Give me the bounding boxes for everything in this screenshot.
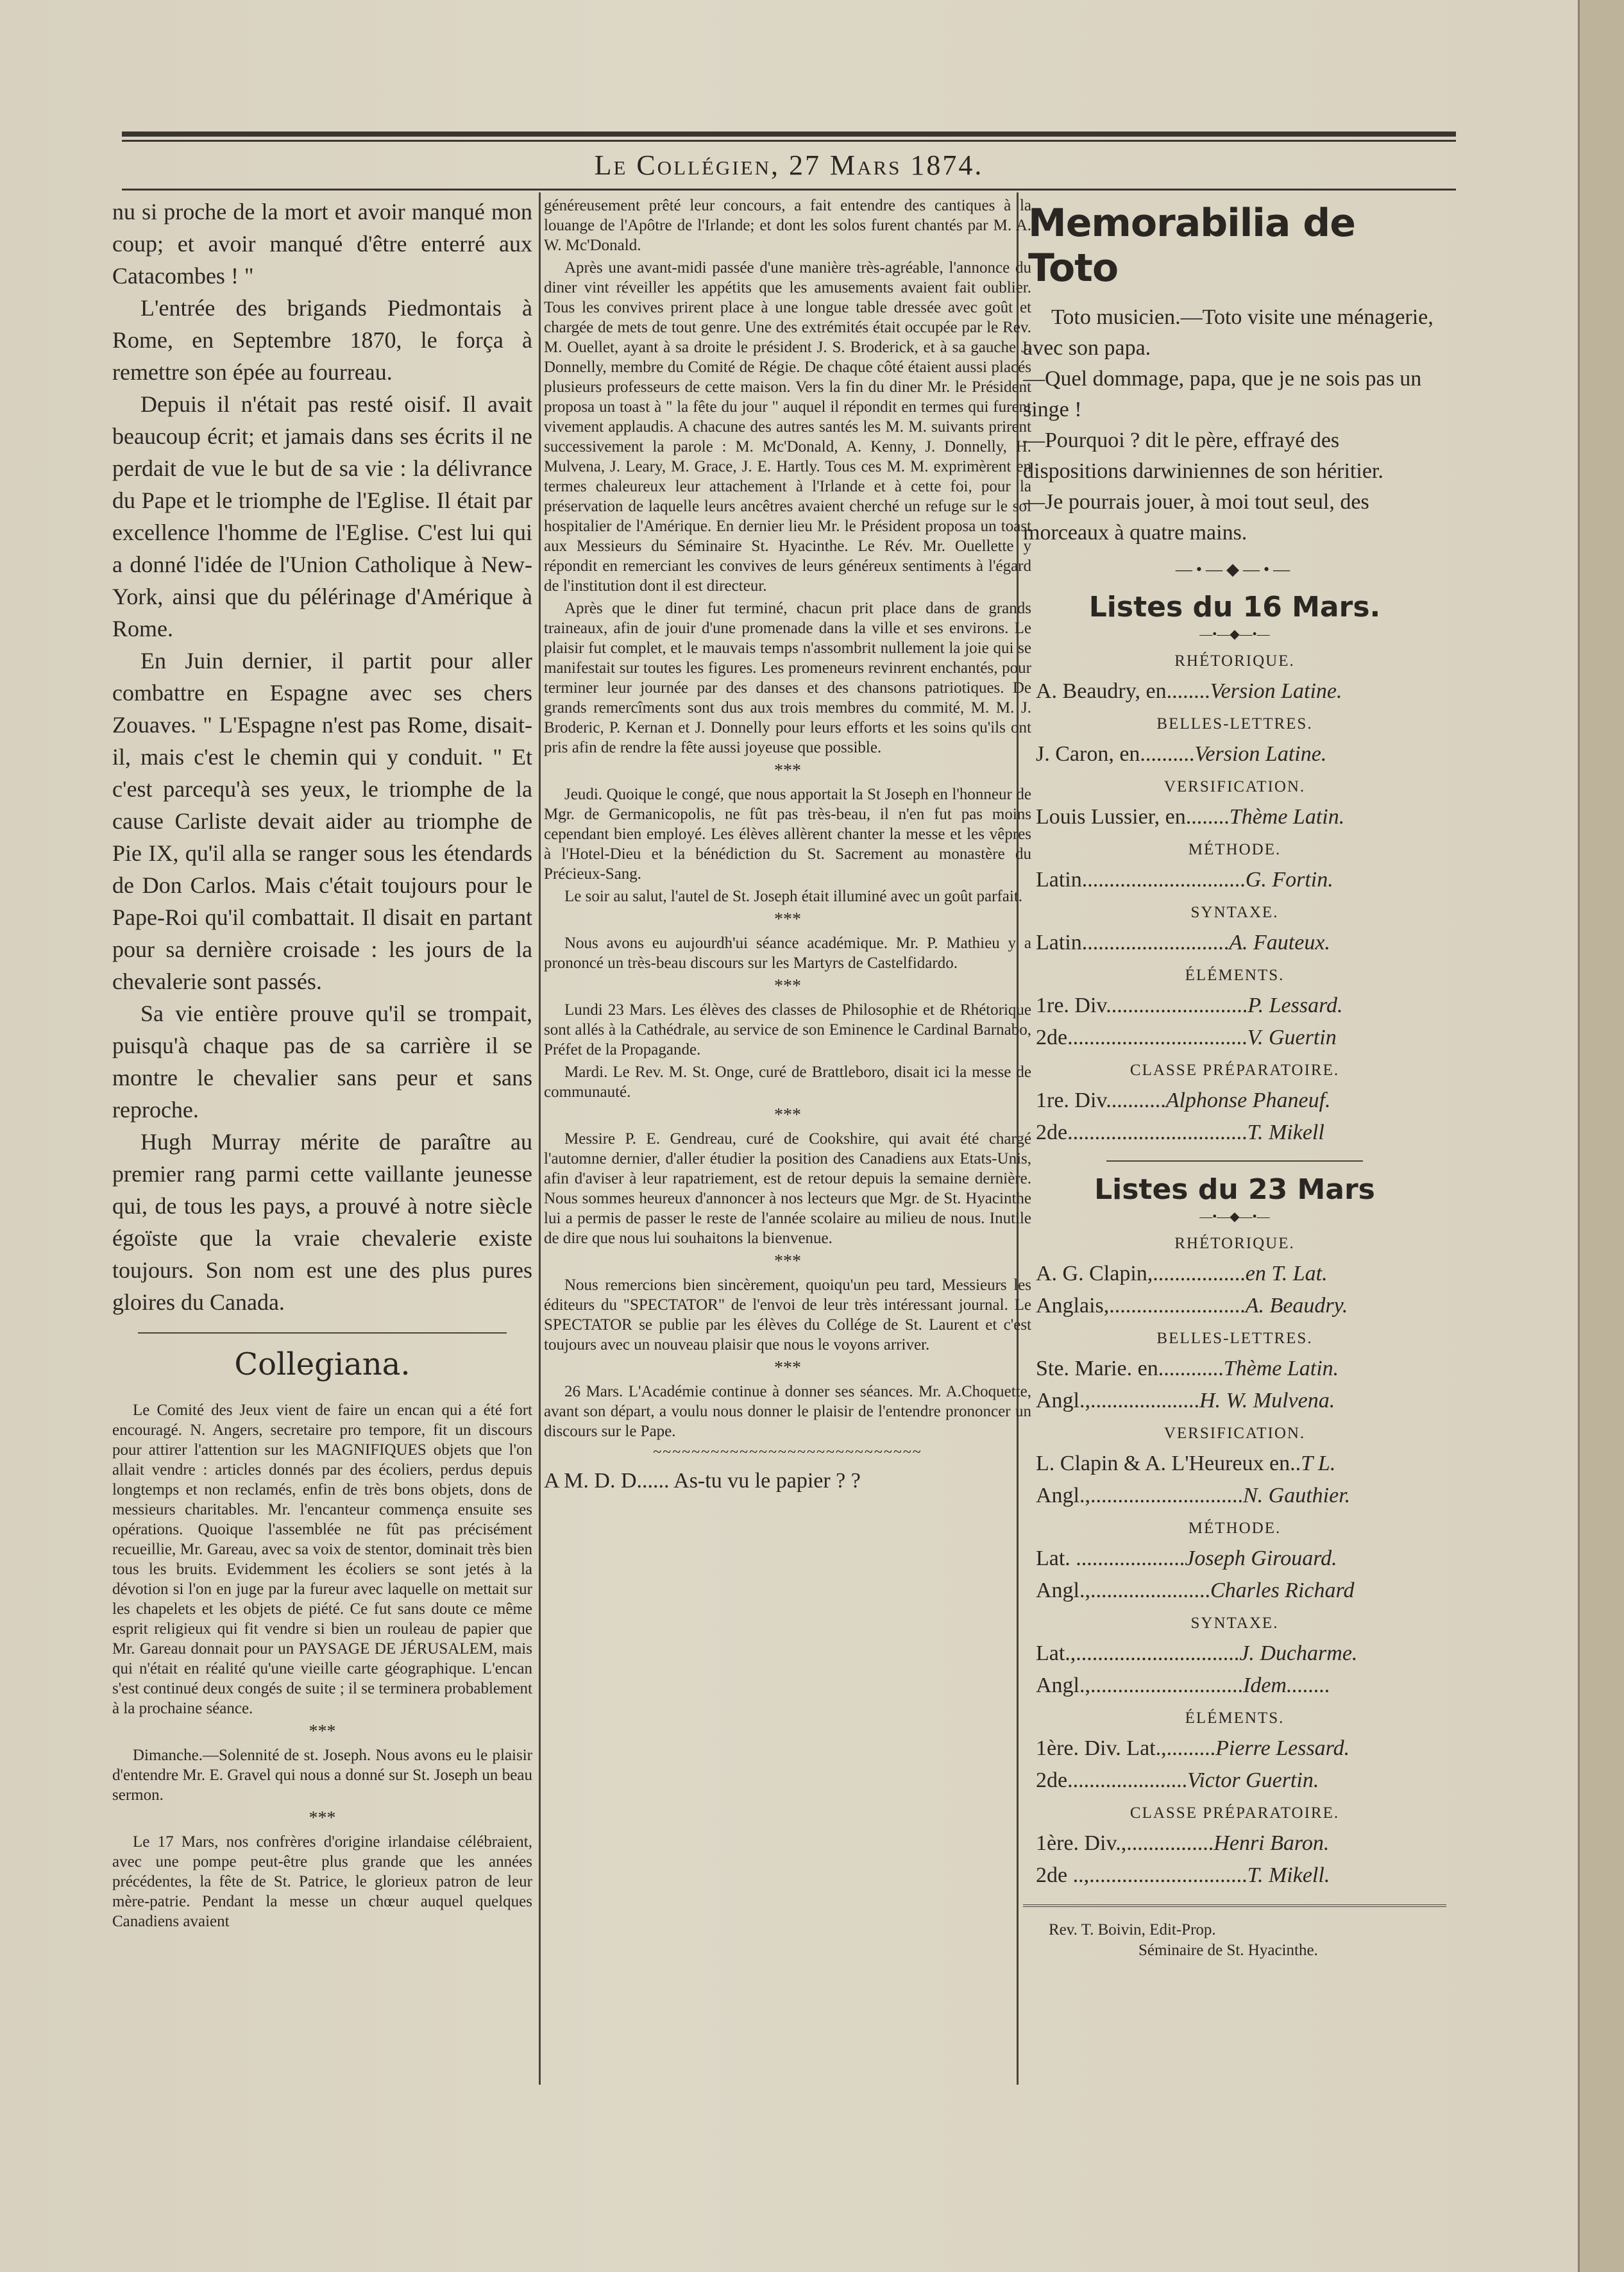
entry-value: N. Gauthier. — [1243, 1484, 1351, 1507]
entry-value: Alphonse Phaneuf. — [1165, 1089, 1331, 1112]
honor-entry — [1023, 1085, 1446, 1117]
stars-divider: *** — [774, 1105, 801, 1125]
masthead-rule-top — [122, 131, 1456, 137]
note: Le soir au salut, l'autel de St. Joseph était illuminé avec un goût parfait. — [564, 888, 1023, 905]
stars-divider: *** — [774, 976, 801, 996]
entry-label: 1ère. Div.,................ — [1036, 1831, 1214, 1855]
honor-entry — [1023, 1385, 1446, 1417]
collegiana-continued — [544, 196, 1031, 1441]
note: Nous remercions bien sincèrement, quoiqu'un peu tard, Messieurs les éditeurs du "SPECTATOR" de l'envoi de leur très intéressant journal. Le SPECTATOR se publie par les élèves du Collége de St. Laurent et c'est toujours avec un nouveau plaisir que nous le voyons arriver. — [544, 1276, 1031, 1353]
entry-label: Latin........................... — [1036, 931, 1230, 954]
class-heading: RHÉTORIQUE. — [1174, 652, 1295, 670]
class-heading: ÉLÉMENTS. — [1185, 1709, 1285, 1727]
entry-value: P. Lessard. — [1248, 994, 1343, 1017]
honor-entry — [1023, 1827, 1446, 1860]
page-edge — [1578, 0, 1624, 2272]
memorabilia-text — [1023, 302, 1446, 548]
entry-label: 2de................................. — [1036, 1026, 1248, 1049]
collegiana-notes — [112, 1400, 532, 1931]
credits — [1049, 1920, 1446, 1961]
stars-divider: *** — [774, 1251, 801, 1271]
note: Lundi 23 Mars. Les élèves des classes de Philosophie et de Rhétorique sont allés à la Cathédrale, au service de son Eminence le Cardinal Barnabo, Préfet de la Propagande. — [544, 1001, 1031, 1058]
entry-value: Idem........ — [1243, 1674, 1330, 1697]
section-divider — [1106, 1160, 1363, 1162]
stars-divider: *** — [774, 1358, 801, 1378]
entry-value: T. Mikell — [1247, 1121, 1324, 1144]
entry-value: T L. — [1301, 1452, 1336, 1475]
masthead-rule-top-thin — [122, 140, 1456, 142]
entry-label: 2de ..,............................. — [1036, 1863, 1248, 1887]
entry-value: H. W. Mulvena. — [1199, 1389, 1335, 1412]
entry-value: Version Latine. — [1210, 679, 1342, 703]
ornament-small: —•—◆—•— — [1199, 627, 1270, 641]
class-heading: VERSIFICATION. — [1163, 778, 1306, 795]
honor-entry — [1023, 1638, 1446, 1670]
paragraph: Sa vie entière prouve qu'il se trompait, puisqu'à chaque pas de sa carrière il se montre le chevalier sans peur et sans reproche. — [112, 1001, 532, 1123]
class-heading: MÉTHODE. — [1188, 841, 1281, 858]
entry-label: Lat.,.............................. — [1036, 1641, 1240, 1665]
entry-label: A. G. Clapin,................. — [1036, 1262, 1246, 1285]
collegiana-heading: Collegiana. — [234, 1346, 410, 1382]
entry-value: T. Mikell. — [1247, 1863, 1330, 1887]
honor-entry — [1023, 1733, 1446, 1765]
column-rule-1 — [539, 192, 541, 2085]
column-1 — [112, 196, 532, 2133]
ornament-divider: —•—◆—•— — [1175, 560, 1294, 579]
note: généreusement prêté leur concours, a fait entendre des cantiques à la louange de l'Apôtre de l'Irlande; et dont les solos furent chantés par M. A. W. Mc'Donald. — [544, 197, 1031, 254]
note: Le 17 Mars, nos confrères d'origine irlandaise célébraient, avec une pompe peut-être plus grande que les années précédentes, la fête de St. Patrice, le glorieux patron de leur mère-patrie. Pendant la messe un chœur auquel quelques Canadiens avaient — [112, 1833, 532, 1930]
class-heading: VERSIFICATION. — [1163, 1425, 1306, 1442]
class-heading: SYNTAXE. — [1190, 1615, 1279, 1632]
list-23 — [1023, 1235, 1446, 1892]
honor-entry — [1023, 1575, 1446, 1607]
entry-label: 1ère. Div. Lat.,......... — [1036, 1736, 1216, 1760]
entry-label: Angl.,.................... — [1036, 1389, 1199, 1412]
honor-entry — [1023, 1258, 1446, 1290]
stars-divider: *** — [774, 761, 801, 781]
entry-value: A. Fauteux. — [1229, 931, 1330, 954]
note: Mardi. Le Rev. M. St. Onge, curé de Brattleboro, disait ici la messe de communauté. — [544, 1064, 1031, 1101]
class-heading: CLASSE PRÉPARATOIRE. — [1129, 1062, 1340, 1079]
paragraph: Hugh Murray mérite de paraître au premier rang parmi cette vaillante jeunesse qui, de tous les pays, a prouvé à notre siècle égoïste que la vraie chevalerie existe toujours. Son nom est une des plus pures gloires du Canada. — [112, 1129, 532, 1315]
masthead-rule-bottom — [122, 189, 1456, 191]
honor-entry — [1023, 738, 1446, 770]
paragraph: L'entrée des brigands Piedmontais à Rome, en Septembre 1870, le força à remettre son épée au fourreau. — [112, 295, 532, 385]
honor-entry — [1023, 1290, 1446, 1322]
entry-value: J. Ducharme. — [1239, 1641, 1358, 1665]
entry-label: Angl.,............................ — [1036, 1484, 1243, 1507]
entry-label: Louis Lussier, en........ — [1036, 805, 1230, 829]
entry-value: Pierre Lessard. — [1215, 1736, 1350, 1760]
honor-entry — [1023, 1022, 1446, 1054]
entry-label: Angl.,...................... — [1036, 1579, 1210, 1602]
entry-value: Victor Guertin. — [1187, 1768, 1319, 1792]
honor-entry — [1023, 675, 1446, 708]
entry-value: Joseph Girouard. — [1185, 1547, 1337, 1570]
memo-line: Toto musicien.—Toto visite une ménagerie, avec son papa. — [1023, 305, 1434, 360]
honor-entry — [1023, 1860, 1446, 1892]
entry-label: J. Caron, en.......... — [1036, 742, 1195, 766]
entry-value: Thème Latin. — [1229, 805, 1345, 829]
paragraph: nu si proche de la mort et avoir manqué mon coup; et avoir manqué d'être enterré aux Catacombes ! " — [112, 199, 532, 289]
entry-value: A. Beaudry. — [1245, 1294, 1348, 1318]
honor-entry — [1023, 927, 1446, 959]
wavy-divider: ~~~~~~~~~~~~~~~~~~~~~~~~~~~~ — [653, 1444, 922, 1461]
closing-line: A M. D. D...... As-tu vu le papier ? ? — [544, 1469, 861, 1493]
entry-value: G. Fortin. — [1245, 868, 1333, 892]
note: Nous avons eu aujourdh'ui séance académique. Mr. P. Mathieu y a prononcé un très-beau discours sur les Martyrs de Castelfidardo. — [544, 935, 1031, 972]
entry-label: 2de................................. — [1036, 1121, 1248, 1144]
entry-label: Angl.,............................ — [1036, 1674, 1243, 1697]
class-heading: SYNTAXE. — [1190, 904, 1279, 921]
memorabilia-title: Memorabilia de Toto — [1028, 201, 1355, 291]
honor-entry — [1023, 1117, 1446, 1149]
paragraph: En Juin dernier, il partit pour aller combattre en Espagne avec ses chers Zouaves. " L'Espagne n'est pas Rome, disait-il, mais c'est le chemin qui y conduit. " Et c'est parcequ'à ses yeux, le triomphe de la cause Carliste devait aider au triomphe de Pie IX, qu'il alla se ranger sous les étendards de Don Carlos. Mais c'était toujours pour le Pape-Roi qu'il combattait. Il disait en partant pour sa dernière croisade : les jours de la chevalerie sont passés. — [112, 648, 532, 994]
list-16 — [1023, 652, 1446, 1149]
entry-label: Anglais,......................... — [1036, 1294, 1246, 1318]
note: Messire P. E. Gendreau, curé de Cookshire, qui avait été chargé l'automne dernier, d'aller étudier la position des Canadiens aux Etats-Unis, afin d'aviser à leur rapatriement, est de retour depuis la semaine dernière. Nous sommes heureux d'annoncer à nos lecteurs que Mgr. de St. Hyacinthe lui a permis de passer le reste de l'année scolaire au milieu de nous. Inutile de dire que nous lui souhaitons la bienvenue. — [544, 1130, 1031, 1247]
class-heading: BELLES-LETTRES. — [1156, 715, 1313, 733]
entry-value: Thème Latin. — [1223, 1357, 1339, 1380]
entry-label: L. Clapin & A. L'Heureux en.. — [1036, 1452, 1301, 1475]
entry-label: Ste. Marie. en............ — [1036, 1357, 1224, 1380]
honor-entry — [1023, 1480, 1446, 1512]
stars-divider: *** — [309, 1722, 336, 1742]
footer-rule — [1023, 1904, 1446, 1907]
note: Dimanche.—Solennité de st. Joseph. Nous avons eu le plaisir d'entendre Mr. E. Gravel qui nous a donné sur St. Joseph un beau sermon. — [112, 1747, 532, 1804]
note: Après que le diner fut terminé, chacun prit place dans de grands traineaux, afin de jouir d'une promenade dans la ville et ses environs. Le plaisir fut complet, et le mauvais temps n'assombrit nullement la joie qui se manifestait sur toutes les figures. Les promeneurs revinrent enchantés, pour terminer leur journée par des danses et des chansons patriotiques. De grands remercîments sont dus aux trois membres du commité, M. M. J. Broderic, P. Kernan et J. Donnelly pour leurs efforts et les soins qu'ils ont pris afin de rendre la fête aussi joyeuse que possible. — [544, 600, 1031, 756]
list-16-title: Listes du 16 Mars. — [1088, 591, 1381, 623]
honor-entry — [1023, 1670, 1446, 1702]
entry-label: 1re. Div.......................... — [1036, 994, 1248, 1017]
list-23-title: Listes du 23 Mars — [1094, 1173, 1375, 1206]
paragraph: Depuis il n'était pas resté oisif. Il avait beaucoup écrit; et jamais dans ses écrits il ne perdait de vue le but de sa vie : la délivrance du Pape et le triomphe de l'Eglise. Il était par excellence l'homme de l'Eglise. C'est lui qui a donné l'idée de l'Union Catholique à New-York, ainsi que du pélérinage d'Amérique à Rome. — [112, 391, 532, 641]
honor-entry — [1023, 1448, 1446, 1480]
note: Après une avant-midi passée d'une manière très-agréable, l'annonce du diner vint réveiller les appétits que les amusements avaient fait oublier. Tous les convives prirent place à une longue table dressée avec goût et chargée de mets de tout genre. Une des extrémités était occupée par le Rev. M. Ouellet, ayant à sa droite le président J. S. Broderick, et à sa gauche J. Donnelly, membre du Comité de Régie. De chaque côté étaient aussi placés plusieurs professeurs de cette maison. Vers la fin du diner Mr. le Président proposa un toast à " la fête du jour " auquel il répondit en termes qui furent vivement applaudis. A chacune des autres santés les M. M. suivants prirent successivement la parole : M. Mc'Donald, A. Kenny, J. Donnelly, H. Mulvena, J. Leary, M. Grace, J. E. Hartly. Tous ces M. M. exprimèrent en termes chaleureux leur attachement à l'Irlande et à cette foi, pour la préservation de laquelle leurs ancêtres avaient cherché un refuge sur le sol hospitalier de l'Amérique. En dernier lieu Mr. le Président proposa un toast aux Messieurs du Séminaire St. Hyacinthe. Le Rév. Mr. Ouellette y répondit en remerciant les convives de leurs généreux sentiments à l'égard de l'institution dont il est directeur. — [544, 259, 1031, 595]
credit-seminary: Séminaire de St. Hyacinthe. — [1138, 1942, 1318, 1959]
honor-entry — [1023, 1353, 1446, 1385]
entry-value: V. Guertin — [1247, 1026, 1337, 1049]
memo-line: —Quel dommage, papa, que je ne sois pas un singe ! — [1023, 367, 1422, 421]
section-divider — [138, 1332, 507, 1334]
class-heading: CLASSE PRÉPARATOIRE. — [1129, 1804, 1340, 1822]
entry-value: Henri Baron. — [1214, 1831, 1330, 1855]
masthead: Le Collégien, 27 Mars 1874. — [594, 149, 984, 181]
article-hugh-murray — [112, 196, 532, 1318]
entry-value: en T. Lat. — [1245, 1262, 1328, 1285]
honor-entry — [1023, 1543, 1446, 1575]
note: Jeudi. Quoique le congé, que nous apportait la St Joseph en l'honneur de Mgr. de Germanicopolis, ne fût pas très-beau, il n'en fut pas moins cependant bien employé. Les élèves allèrent chanter la messe et les vêpres à l'Hotel-Dieu et la bénédiction du St. Sacrement au monastère du Précieux-Sang. — [544, 786, 1031, 883]
entry-label: Latin.............................. — [1036, 868, 1246, 892]
stars-divider: *** — [309, 1808, 336, 1828]
note: Le Comité des Jeux vient de faire un encan qui a été fort encouragé. N. Angers, secretaire pro tempore, fit un discours pour attirer l'attention sur les MAGNIFIQUES objets que l'on allait vendre : articles donnés par des écoliers, perdus depuis longtemps et non reclamés, enfin de très bons objets, dons de messieurs charitables. Mr. l'encanteur commença ensuite ses opérations. Quoique l'assemblée ne fût pas précisément recueillie, Mr. Gareau, avec sa voix de stentor, dominait très bien tous les bruits. Evidemment les écoliers se sont jetés à la dévotion si l'on en juge par la fureur avec laquelle on mettait sur les chapelets et les objets de piété. Ce fut sans doute ce même esprit religieux qui fit vendre si bien un rouleau de papier que Mr. Gareau donnait pour un PAYSAGE DE JÉRUSALEM, mais qui n'était en réalité qu'une vieille carte géographique. L'encan s'est continué deux congés de suite ; il se terminera probablement à la prochaine séance. — [112, 1402, 532, 1717]
honor-entry — [1023, 1765, 1446, 1797]
entry-label: 2de...................... — [1036, 1768, 1188, 1792]
class-heading: BELLES-LETTRES. — [1156, 1330, 1313, 1347]
entry-value: Version Latine. — [1194, 742, 1327, 766]
class-heading: MÉTHODE. — [1188, 1520, 1281, 1537]
note: 26 Mars. L'Académie continue à donner ses séances. Mr. A.Choquette, avant son départ, a voulu nous donner le plaisir de l'entendre prononcer un discours sur le Pape. — [544, 1383, 1031, 1440]
class-heading: RHÉTORIQUE. — [1174, 1235, 1295, 1252]
stars-divider: *** — [774, 910, 801, 929]
credit-editor: Rev. T. Boivin, Edit-Prop. — [1049, 1921, 1216, 1938]
memo-line: —Pourquoi ? dit le père, effrayé des dispositions darwiniennes de son héritier. — [1023, 428, 1383, 483]
entry-value: Charles Richard — [1210, 1579, 1355, 1602]
memo-line: —Je pourrais jouer, à moi tout seul, des morceaux à quatre mains. — [1023, 490, 1369, 545]
entry-label: Lat. .................... — [1036, 1547, 1185, 1570]
column-2 — [544, 196, 1031, 2075]
honor-entry — [1023, 864, 1446, 896]
entry-label: A. Beaudry, en........ — [1036, 679, 1210, 703]
entry-label: 1re. Div........... — [1036, 1089, 1166, 1112]
ornament-small: —•—◆—•— — [1199, 1210, 1270, 1224]
column-3 — [1023, 196, 1446, 2120]
honor-entry — [1023, 990, 1446, 1022]
honor-entry — [1023, 801, 1446, 833]
class-heading: ÉLÉMENTS. — [1185, 967, 1285, 984]
